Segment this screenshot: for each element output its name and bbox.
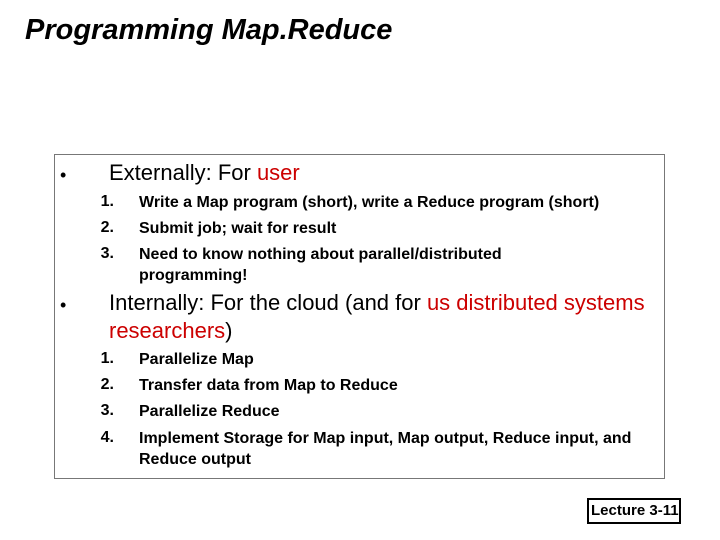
lecture-label: Lecture 3-11	[587, 498, 681, 524]
heading-internally-prefix: Internally: For the cloud (and for	[109, 290, 427, 315]
bullet-internally: •	[60, 295, 67, 315]
slide-title: Programming Map.Reduce	[25, 14, 393, 46]
item-number: 3.	[100, 402, 114, 419]
list-item: Parallelize Map	[139, 351, 254, 368]
list-item: Write a Map program (short), write a Reduce program (short)	[139, 194, 600, 211]
list-item: Transfer data from Map to Reduce	[139, 377, 398, 394]
list-item: Submit job; wait for result	[139, 220, 337, 237]
item-number: 3.	[100, 245, 114, 262]
bullet-externally: •	[60, 165, 67, 185]
heading-internally-accent: us distributed systems researchers	[109, 290, 645, 343]
list-item: Need to know nothing about parallel/distributed programming!	[139, 246, 502, 284]
item-number: 1.	[100, 350, 114, 367]
list-item: Parallelize Reduce	[139, 403, 280, 420]
heading-externally	[109, 159, 649, 187]
heading-internally-suffix: )	[225, 318, 233, 343]
item-number: 4.	[100, 429, 114, 446]
item-number: 2.	[100, 219, 114, 236]
item-number: 2.	[100, 376, 114, 393]
list-item: Implement Storage for Map input, Map output, Reduce input, and Reduce output	[139, 430, 632, 468]
heading-internally	[109, 289, 654, 345]
heading-externally-accent: user	[256, 160, 300, 185]
heading-externally-prefix: Externally: For	[109, 160, 257, 185]
item-number: 1.	[100, 193, 114, 210]
